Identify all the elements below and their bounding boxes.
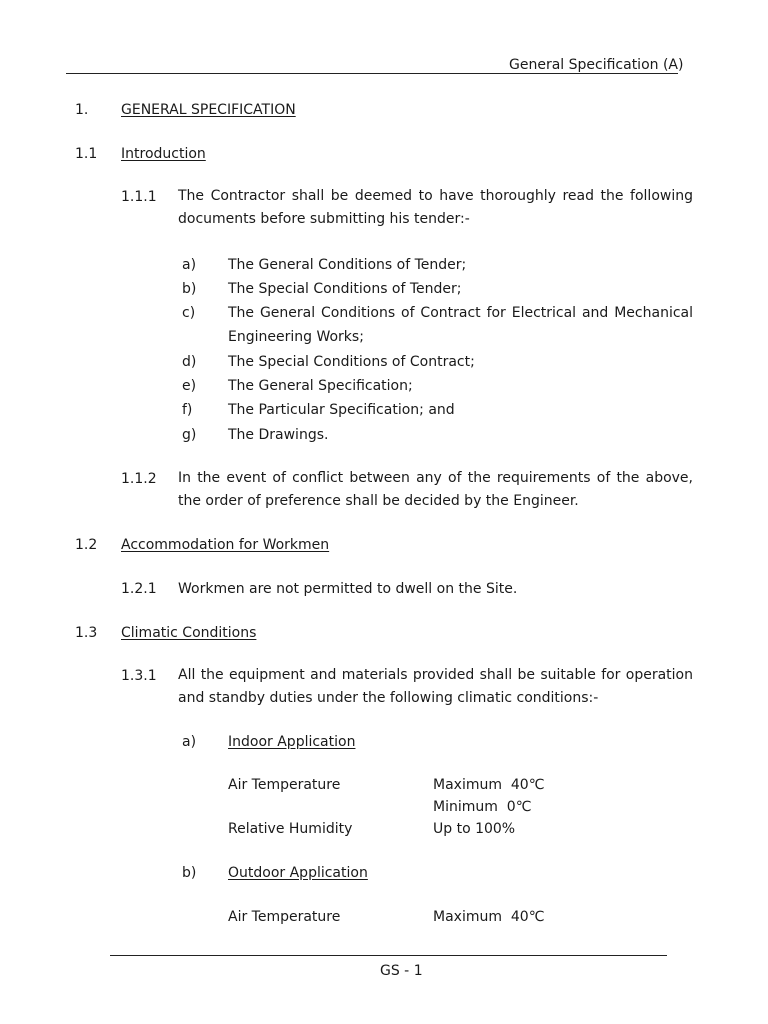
clause-1-1-1-text: The Contractor shall be deemed to have thoroughly read the following documents before submitting his tender:-: [178, 188, 693, 227]
list-item-g-text: The Drawings.: [228, 427, 329, 443]
subsection-1-3-title: Climatic Conditions: [121, 625, 257, 641]
indoor-air-temp-label: Air Temperature: [228, 777, 341, 793]
list-item-d-letter: d): [182, 354, 197, 370]
clause-1-3-1-number: 1.3.1: [121, 668, 157, 684]
list-item-d-text: The Special Conditions of Contract;: [228, 354, 475, 370]
indoor-air-temp-min: Minimum 0℃: [433, 799, 532, 815]
list-item-c-text: The General Conditions of Contract for Electrical and Mechanical Engineering Works;: [228, 305, 693, 345]
section-title: GENERAL SPECIFICATION: [121, 102, 296, 118]
list-item-f-letter: f): [182, 402, 193, 418]
list-item-a-letter: a): [182, 257, 197, 273]
clause-1-1-2-text: In the event of conflict between any of the requirements of the above, the order of preference shall be decided by the Engineer.: [178, 470, 693, 509]
subsection-1-3-number: 1.3: [75, 625, 98, 641]
outdoor-air-temp-label: Air Temperature: [228, 909, 341, 925]
climate-b-title: Outdoor Application: [228, 865, 368, 881]
climate-a-letter: a): [182, 734, 197, 750]
list-item-b-text: The Special Conditions of Tender;: [228, 281, 462, 297]
list-item-a-text: The General Conditions of Tender;: [228, 257, 467, 273]
clause-1-1-2-number: 1.1.2: [121, 471, 157, 487]
clause-1-1-1-number: 1.1.1: [121, 189, 157, 205]
clause-1-2-1-text: Workmen are not permitted to dwell on the Site.: [178, 581, 518, 597]
indoor-air-temp-max: Maximum 40℃: [433, 777, 545, 793]
list-item-b-letter: b): [182, 281, 197, 297]
subsection-1-1-number: 1.1: [75, 146, 98, 162]
indoor-humidity-label: Relative Humidity: [228, 821, 353, 837]
list-item-c-letter: c): [182, 305, 196, 321]
page-number: GS - 1: [380, 963, 423, 979]
subsection-1-1-title: Introduction: [121, 146, 206, 162]
clause-1-2-1-number: 1.2.1: [121, 581, 157, 597]
section-number: 1.: [75, 102, 89, 118]
subsection-1-2-title: Accommodation for Workmen: [121, 537, 330, 553]
list-item-f-text: The Particular Specification; and: [228, 402, 455, 418]
clause-1-3-1-text: All the equipment and materials provided shall be suitable for operation and standby duties under the following climatic conditions:-: [178, 667, 693, 706]
subsection-1-2-number: 1.2: [75, 537, 98, 553]
header-rule: [66, 73, 678, 74]
list-item-g-letter: g): [182, 427, 197, 443]
list-item-e-letter: e): [182, 378, 197, 394]
indoor-humidity-value: Up to 100%: [433, 821, 516, 837]
header-title: General Specification (A): [509, 57, 684, 73]
climate-a-title: Indoor Application: [228, 734, 356, 750]
outdoor-air-temp-max: Maximum 40℃: [433, 909, 545, 925]
footer-rule: [110, 955, 667, 956]
list-item-e-text: The General Specification;: [228, 378, 413, 394]
climate-b-letter: b): [182, 865, 197, 881]
